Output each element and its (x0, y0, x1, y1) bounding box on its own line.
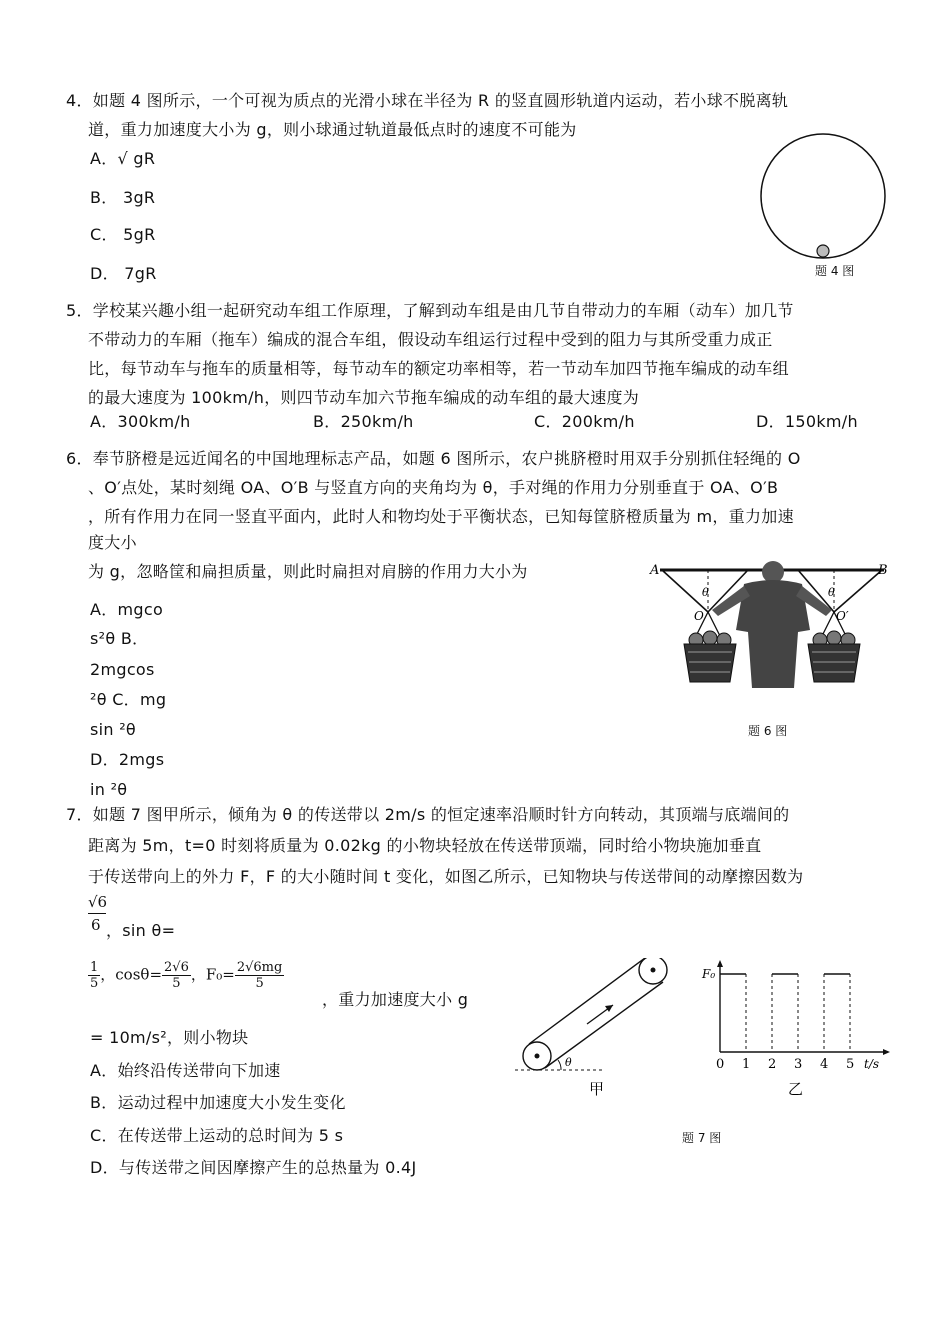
svg-text:θ: θ (565, 1056, 572, 1069)
svg-text:O′: O′ (836, 609, 849, 623)
svg-text:θ: θ (702, 586, 709, 599)
q4-option-c: C． 5gR (90, 225, 156, 244)
q4-figure-caption: 题 4 图 (815, 264, 855, 278)
q7-line-2: 距离为 5m，t=0 时刻将质量为 0.02kg 的小物块轻放在传送带顶端，同时给小物块施加垂直 (88, 836, 762, 855)
left-basket (684, 631, 736, 682)
q7-option-b: B．运动过程中加速度大小发生变化 (90, 1093, 346, 1112)
svg-text:1: 1 (742, 1057, 751, 1072)
q6-option-line-7: in ²θ (90, 780, 128, 799)
q5-line-3: 比，每节动车与拖车的质量相等，每节动车的额定功率相等，若一节动车加四节拖车编成的动车组 (88, 359, 789, 378)
q7-mu-denominator: 6 (91, 916, 101, 934)
q6-option-line-3: 2mgcos (90, 660, 155, 679)
svg-text:乙: 乙 (788, 1080, 804, 1098)
q4-circular-track-figure (755, 128, 895, 262)
q7-figure-caption: 题 7 图 (682, 1131, 722, 1145)
circular-track (761, 134, 885, 258)
q4-option-a: A．√ gR (90, 149, 156, 168)
q6-figure-caption: 题 6 图 (748, 724, 788, 738)
svg-text:θ: θ (828, 586, 835, 599)
q6-option-line-6: D．2mgs (90, 750, 165, 769)
q7-mu-numerator: √6 (88, 893, 108, 911)
q6-line-4: 度大小 (88, 533, 137, 552)
q6-farmer-figure (648, 560, 898, 692)
q6-line-2: 、O′点处，某时刻绳 OA、O′B 与竖直方向的夹角均为 θ，手对绳的作用力分别垂直于 OA、O′B (88, 478, 779, 497)
svg-text:3: 3 (794, 1057, 803, 1072)
q7-option-c: C．在传送带上运动的总时间为 5 s (90, 1126, 344, 1145)
small-ball (817, 245, 829, 257)
q4-option-b: B． 3gR (90, 188, 156, 207)
svg-text:2: 2 (768, 1057, 777, 1072)
q5-line-4: 的最大速度为 100km/h，则四节动车加六节拖车编成的动车组的最大速度为 (88, 388, 640, 407)
svg-text:甲: 甲 (589, 1080, 605, 1098)
q5-option-b: B．250km/h (313, 412, 414, 431)
q4-option-d: D． 7gR (90, 264, 157, 283)
q6-option-line-5: sin ²θ (90, 720, 137, 739)
q7-option-d: D．与传送带之间因摩擦产生的总热量为 0.4J (90, 1158, 417, 1177)
q5-option-a: A．300km/h (90, 412, 191, 431)
q5-option-d: D．150km/h (756, 412, 858, 431)
q7-mu-fraction-bar (88, 913, 106, 914)
svg-text:4: 4 (820, 1057, 829, 1072)
q7-option-a: A．始终沿传送带向下加速 (90, 1061, 281, 1080)
q7-line-3: 于传送带向上的外力 F，F 的大小随时间 t 变化，如图乙所示，已知物块与传送带间的动摩擦因数为 (88, 867, 804, 886)
q7-line-1: 7．如题 7 图甲所示，倾角为 θ 的传送带以 2m/s 的恒定速率沿顺时针方向转动，其顶端与底端间的 (66, 805, 790, 824)
q5-option-c: C．200km/h (534, 412, 635, 431)
q6-option-line-2: s²θ B． (90, 629, 149, 648)
q7-g-value: = 10m/s²，则小物块 (90, 1028, 249, 1047)
q6-line-3: ，所有作用力在同一竖直平面内，此时人和物均处于平衡状态，已知每筐脐橙质量为 m，重力加速 (88, 507, 794, 526)
svg-text:5: 5 (846, 1057, 855, 1072)
svg-text:0: 0 (716, 1057, 725, 1072)
q6-line-1: 6．奉节脐橙是远近闻名的中国地理标志产品，如题 6 图所示，农户挑脐橙时用双手分别抓住轻绳的 O (66, 449, 801, 468)
q7-force-time-graph (700, 958, 895, 1100)
q5-line-2: 不带动力的车厢（拖车）编成的混合车组，假设动车组运行过程中受到的阻力与其所受重力成正 (88, 330, 773, 349)
svg-text:t/s: t/s (864, 1057, 880, 1071)
svg-text:B: B (878, 563, 888, 578)
right-basket (808, 631, 860, 682)
svg-text:F₀: F₀ (702, 967, 716, 981)
q4-line-1: 4．如题 4 图所示，一个可视为质点的光滑小球在半径为 R 的竖直圆形轨道内运动，若小球不脱离轨 (66, 91, 789, 110)
q5-line-1: 5．学校某兴趣小组一起研究动车组工作原理，了解到动车组是由几节自带动力的车厢（动车）加几节 (66, 301, 794, 320)
q7-g-text: ，重力加速度大小 g (322, 990, 469, 1009)
force-time-levels (720, 974, 850, 1052)
q4-line-2: 道，重力加速度大小为 g，则小球通过轨道最低点时的速度不可能为 (88, 120, 577, 139)
q6-option-line-1: A．mgco (90, 600, 164, 619)
q6-option-line-4: ²θ C．mg (90, 690, 167, 709)
q7-trig-formulas: $\frac{1}{5}$ ，cosθ= $\frac{2√6}{5}$ ，F₀= $\frac{2√6mg}{5}$ (90, 960, 283, 991)
q6-line-5: 为 g，忽略筐和扁担质量，则此时扁担对肩膀的作用力大小为 (88, 562, 528, 581)
svg-text:O: O (694, 609, 704, 623)
q7-sin-text: ，sin θ= (106, 921, 176, 940)
svg-text:A: A (650, 563, 660, 578)
q7-conveyor-figure (515, 958, 685, 1098)
